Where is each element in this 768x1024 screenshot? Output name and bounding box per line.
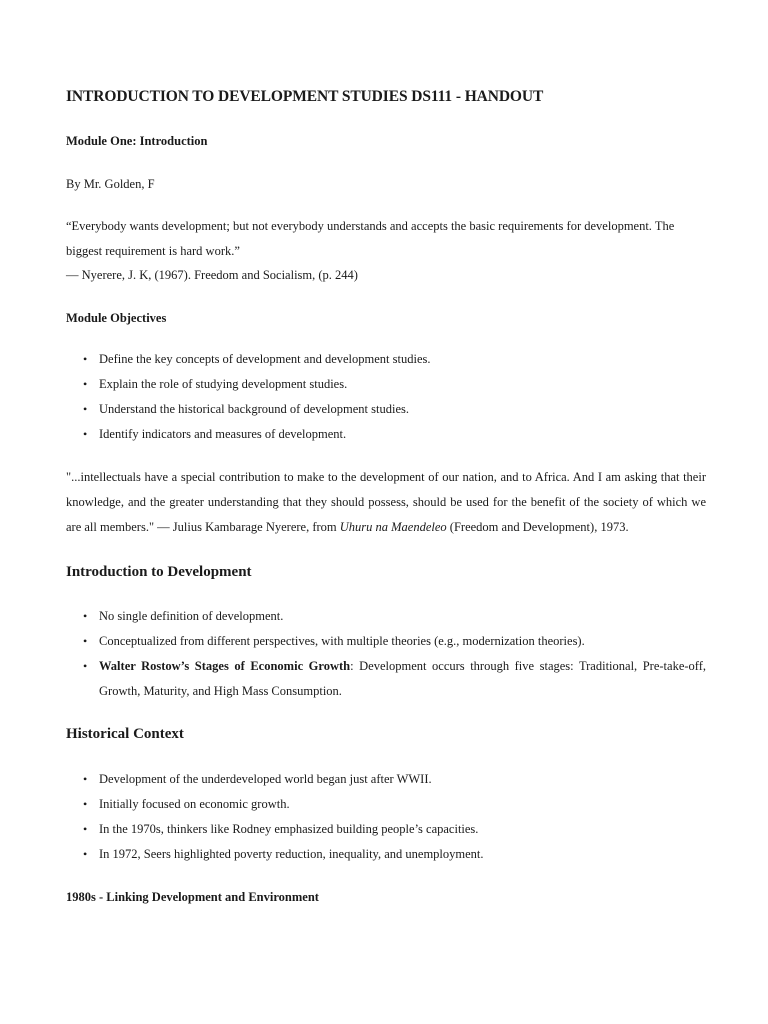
bullet-icon: • <box>83 377 88 391</box>
objectives-list <box>66 347 706 447</box>
list-item: • Define the key concepts of development and development studies. <box>66 347 706 372</box>
history-heading: Historical Context <box>66 726 184 742</box>
bullet-icon: • <box>83 659 88 673</box>
book-title: Uhuru na Maendeleo <box>339 520 447 534</box>
nyerere-quote: "...intellectuals have a special contribution to make to the development of our nation, and to Africa. And I am asking that their knowledge, and the greater understanding that they should possess, should be used for the benefit of the society of which we are all members." — Julius Kambarage Nyerere, from Uhuru na Maendeleo (Freedom and Development), 1973. <box>66 470 706 534</box>
next-section-heading: 1980s - Linking Development and Environment <box>66 890 319 904</box>
bullet-icon: • <box>83 402 88 416</box>
bullet-icon: • <box>83 797 88 811</box>
bullet-icon: • <box>83 352 88 366</box>
list-item: • Conceptualized from different perspectives, with multiple theories (e.g., modernization theories). <box>66 629 706 654</box>
list-item: • Identify indicators and measures of development. <box>66 422 706 447</box>
bullet-icon: • <box>83 634 88 648</box>
list-item: • In 1972, Seers highlighted poverty reduction, inequality, and unemployment. <box>66 842 706 867</box>
bullet-icon: • <box>83 847 88 861</box>
intro-heading: Introduction to Development <box>66 564 252 580</box>
bullet-icon: • <box>83 427 88 441</box>
module-heading: Module One: Introduction <box>66 134 208 148</box>
intro-list <box>66 604 706 704</box>
history-list <box>66 767 706 867</box>
list-item: • Initially focused on economic growth. <box>66 792 706 817</box>
opening-quote-attribution: — Nyerere, J. K, (1967). Freedom and Socialism, (p. 244) <box>66 268 358 282</box>
list-item: • Explain the role of studying development studies. <box>66 372 706 397</box>
bullet-icon: • <box>83 822 88 836</box>
list-item: • In the 1970s, thinkers like Rodney emphasized building people’s capacities. <box>66 817 706 842</box>
opening-quote <box>66 214 706 288</box>
author-line: By Mr. Golden, F <box>66 177 155 191</box>
list-item: • No single definition of development. <box>66 604 706 629</box>
bullet-icon: • <box>83 609 88 623</box>
objectives-heading: Module Objectives <box>66 311 167 325</box>
list-item: • Development of the underdeveloped world began just after WWII. <box>66 767 706 792</box>
list-item: • Walter Rostow’s Stages of Economic Growth: Development occurs through five stages: Traditional, Pre-take-off, Growth, Maturity, and High Mass Consumption. <box>66 654 706 704</box>
list-item: • Understand the historical background of development studies. <box>66 397 706 422</box>
bullet-icon: • <box>83 772 88 786</box>
document-title: INTRODUCTION TO DEVELOPMENT STUDIES DS111 - HANDOUT <box>66 88 544 105</box>
opening-quote-text: “Everybody wants development; but not everybody understands and accepts the basic requirements for development. The biggest requirement is hard work.” <box>66 219 675 258</box>
rostow-term: Walter Rostow’s Stages of Economic Growth <box>99 659 351 673</box>
